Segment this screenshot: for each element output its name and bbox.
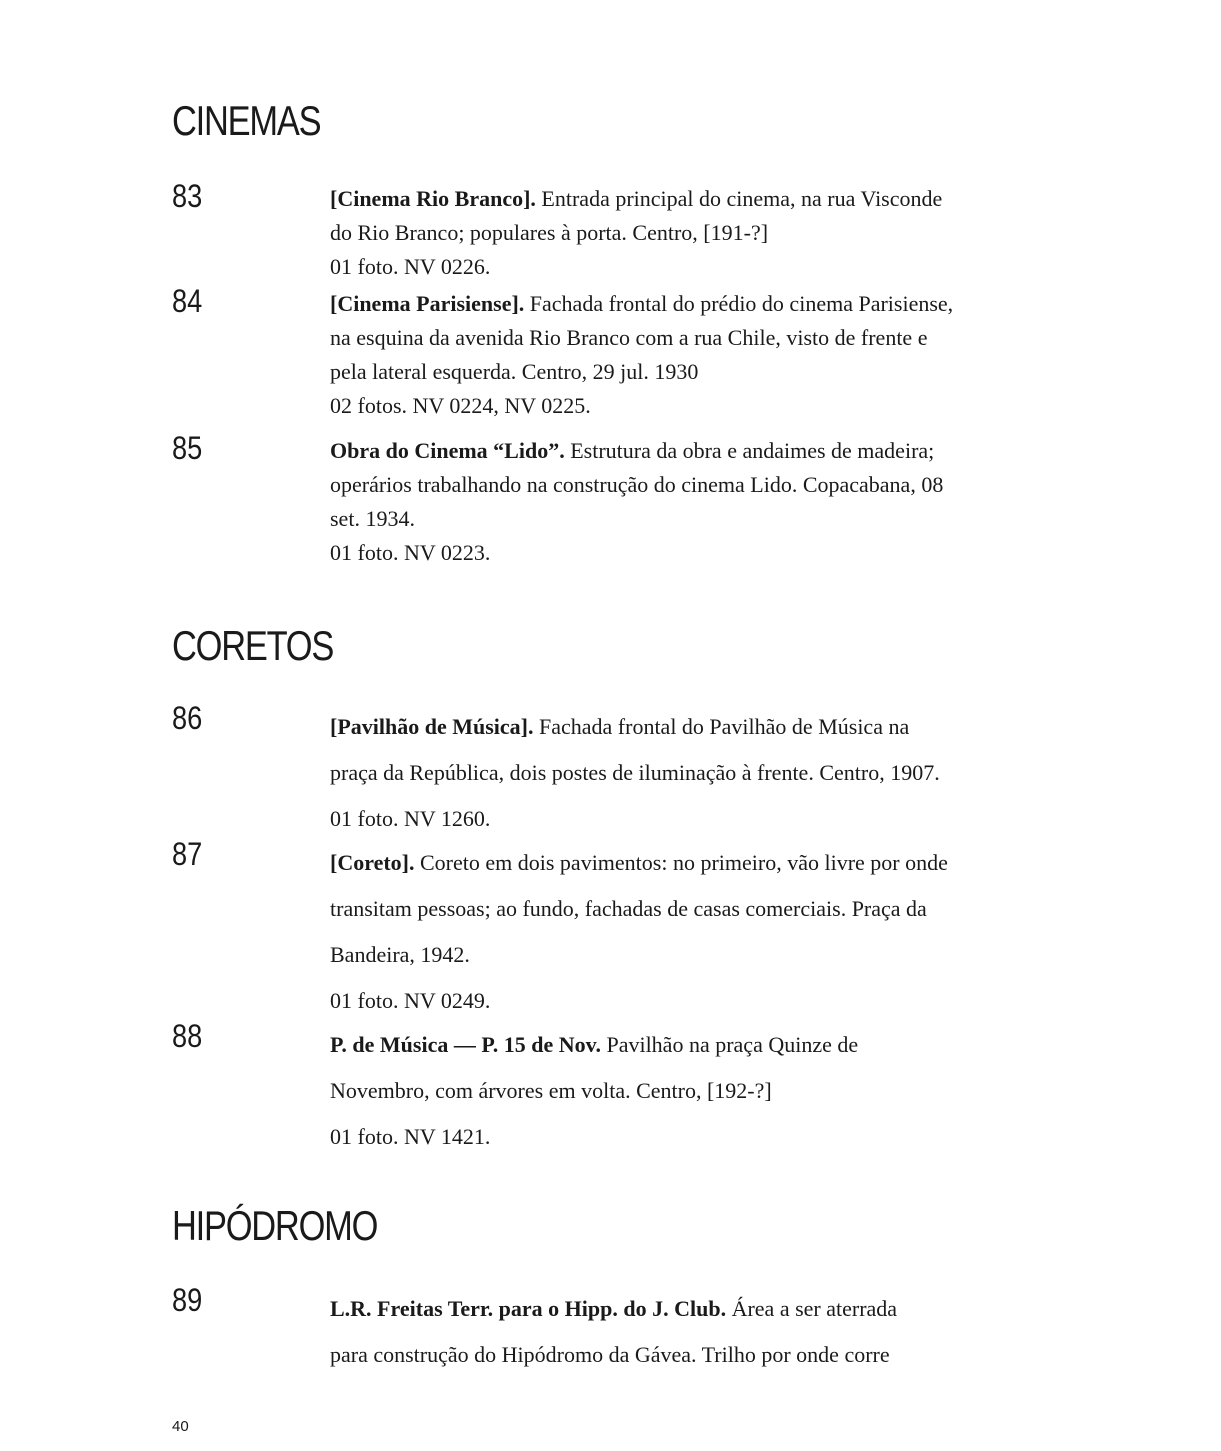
entry-description bbox=[330, 182, 990, 216]
entry-description bbox=[330, 704, 990, 750]
entry-number: 86 bbox=[172, 700, 203, 736]
entry-description-line: praça da República, dois postes de iluminação à frente. Centro, 1907. bbox=[330, 760, 940, 785]
entry-title: Obra do Cinema “Lido”. bbox=[330, 438, 565, 463]
entry-reference: 02 fotos. NV 0224, NV 0225. bbox=[330, 393, 591, 418]
entry-description-line: Bandeira, 1942. bbox=[330, 942, 470, 967]
entry-body bbox=[330, 1022, 990, 1160]
entry-number: 85 bbox=[172, 430, 203, 466]
entry-description-line: pela lateral esquerda. Centro, 29 jul. 1930 bbox=[330, 359, 699, 384]
entry-number: 88 bbox=[172, 1018, 203, 1054]
entry-description-line: para construção do Hipódromo da Gávea. Trilho por onde corre bbox=[330, 1342, 890, 1367]
entry-number: 83 bbox=[172, 178, 203, 214]
entry-title: [Cinema Rio Branco]. bbox=[330, 186, 536, 211]
entry-description bbox=[330, 840, 990, 886]
entry-number: 84 bbox=[172, 283, 203, 319]
entry-number: 89 bbox=[172, 1282, 203, 1318]
page-number: 40 bbox=[172, 1418, 189, 1435]
entry-number: 87 bbox=[172, 836, 203, 872]
entry-description-line: Fachada frontal do prédio do cinema Parisiense, bbox=[524, 291, 954, 316]
entry-body bbox=[330, 287, 990, 423]
entry-body bbox=[330, 182, 990, 284]
entry-title: P. de Música — P. 15 de Nov. bbox=[330, 1032, 601, 1057]
entry-reference: 01 foto. NV 0223. bbox=[330, 540, 491, 565]
entry-reference: 01 foto. NV 1421. bbox=[330, 1124, 491, 1149]
section-title-cinemas: CINEMAS bbox=[172, 97, 321, 144]
entry-reference: 01 foto. NV 0249. bbox=[330, 988, 491, 1013]
entry-description bbox=[330, 287, 990, 321]
entry-title: [Pavilhão de Música]. bbox=[330, 714, 534, 739]
entry-description bbox=[330, 434, 990, 468]
entry-description-line: Fachada frontal do Pavilhão de Música na bbox=[533, 714, 910, 739]
entry-body bbox=[330, 1286, 990, 1378]
entry-reference: 01 foto. NV 0226. bbox=[330, 254, 491, 279]
entry-body bbox=[330, 704, 990, 842]
section-title-coretos: CORETOS bbox=[172, 622, 334, 669]
entry-reference: 01 foto. NV 1260. bbox=[330, 806, 491, 831]
entry-description-line: set. 1934. bbox=[330, 506, 415, 531]
entry-title: L.R. Freitas Terr. para o Hipp. do J. Club. bbox=[330, 1296, 727, 1321]
entry-description-line: Estrutura da obra e andaimes de madeira; bbox=[564, 438, 935, 463]
entry-body bbox=[330, 840, 990, 1024]
section-title-hipodromo: HIPÓDROMO bbox=[172, 1202, 378, 1249]
entry-description-line: do Rio Branco; populares à porta. Centro, [191-?] bbox=[330, 220, 769, 245]
entry-description bbox=[330, 1022, 990, 1068]
entry-description-line: Pavilhão na praça Quinze de bbox=[600, 1032, 859, 1057]
entry-description-line: Coreto em dois pavimentos: no primeiro, vão livre por onde bbox=[414, 850, 948, 875]
entry-description-line: transitam pessoas; ao fundo, fachadas de casas comerciais. Praça da bbox=[330, 896, 927, 921]
entry-description bbox=[330, 1286, 990, 1332]
entry-title: [Coreto]. bbox=[330, 850, 415, 875]
entry-description-line: Novembro, com árvores em volta. Centro, [192-?] bbox=[330, 1078, 772, 1103]
entry-body bbox=[330, 434, 990, 570]
entry-description-line: Área a ser aterrada bbox=[726, 1296, 898, 1321]
entry-description-line: operários trabalhando na construção do cinema Lido. Copacabana, 08 bbox=[330, 472, 944, 497]
entry-title: [Cinema Parisiense]. bbox=[330, 291, 525, 316]
entry-description-line: Entrada principal do cinema, na rua Visconde bbox=[535, 186, 943, 211]
entry-description-line: na esquina da avenida Rio Branco com a rua Chile, visto de frente e bbox=[330, 325, 928, 350]
